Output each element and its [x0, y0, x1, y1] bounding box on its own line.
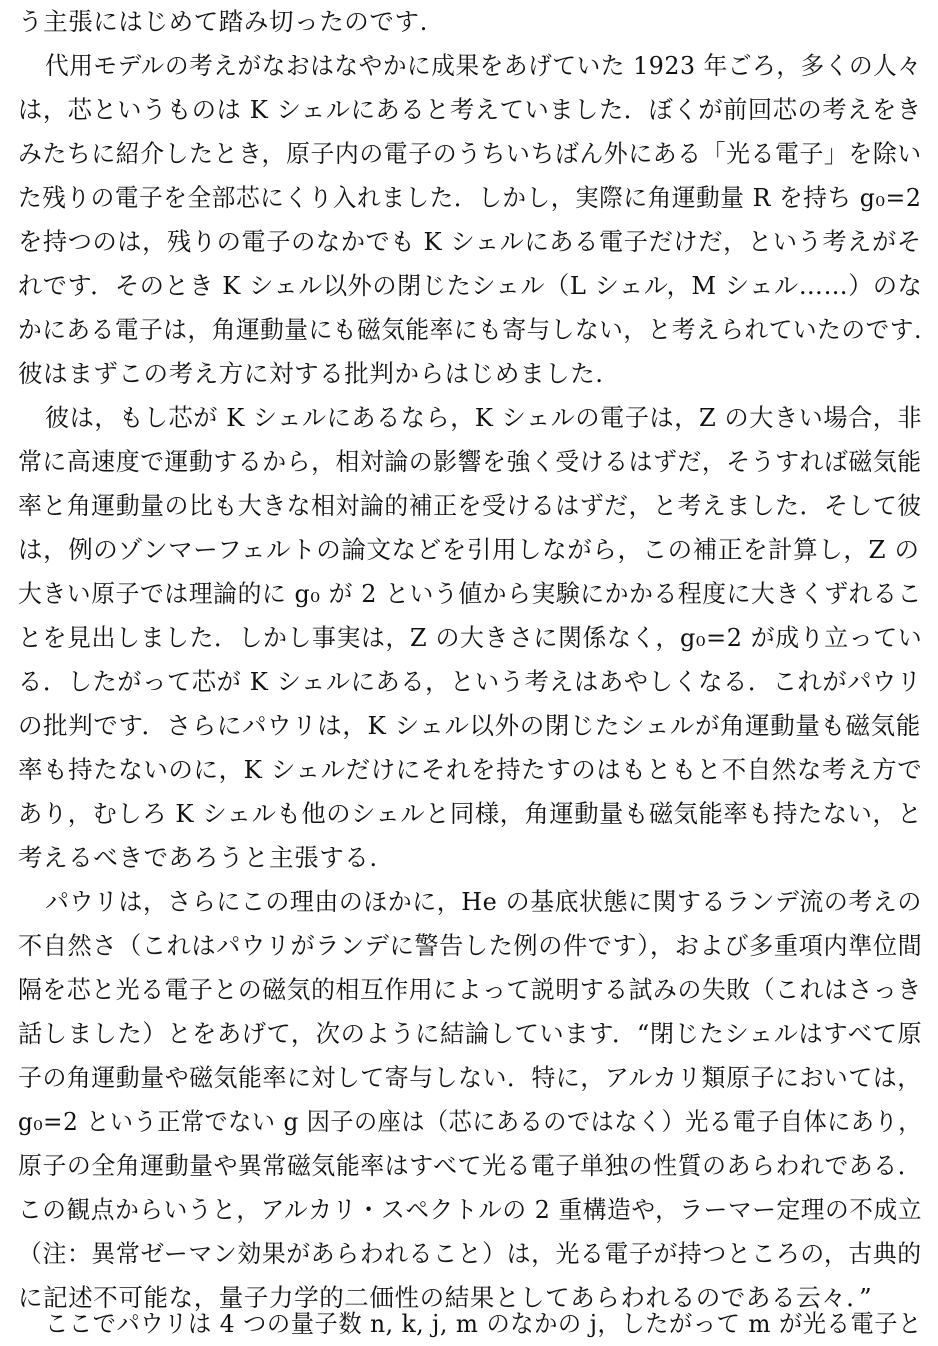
text-line: （注：異常ゼーマン効果があらわれること）は，光る電子が持つところの，古典的: [18, 1239, 922, 1268]
text-line: は，芯というものは K シェルにあると考えていました．ぼくが前回芯の考えをき: [18, 95, 922, 124]
text-line: は，例のゾンマーフェルトの論文などを引用しながら，この補正を計算し，Z の: [18, 535, 920, 564]
text-line: る．したがって芯が K シェルにある，という考えはあやしくなる．これがパウリ: [18, 667, 922, 696]
text-line: の批判です．さらにパウリは，K シェル以外の閉じたシェルが角運動量も磁気能: [18, 711, 921, 740]
text-line: かにある電子は，角運動量にも磁気能率にも寄与しない，と考えられていたのです.: [18, 315, 922, 344]
text-line: に記述不可能な，量子力学的二価性の結果としてあらわれるのである云々．”: [18, 1283, 873, 1312]
text-line: を持つのは，残りの電子のなかでも K シェルにある電子だけだ，という考えがそ: [18, 227, 922, 256]
text-line: れです．そのとき K シェル以外の閉じたシェル（L シェル，M シェル……）のな: [18, 271, 922, 300]
text-line: 不自然さ（これはパウリがランデに警告した例の件です），および多重項内準位間: [18, 931, 922, 960]
text-line: 率も持たないのに，K シェルだけにそれを持たすのはもともと不自然な考え方で: [18, 755, 922, 784]
document-page: [18, 0, 922, 1346]
text-line: あり，むしろ K シェルも他のシェルと同様，角運動量も磁気能率も持たない，と: [18, 799, 922, 828]
paragraph-first-line: パウリは，さらにこの理由のほかに，He の基底状態に関するランデ流の考えの: [45, 887, 922, 916]
text-line: g₀=2 という正常でない g 因子の座は（芯にあるのではなく）光る電子自体にあり，: [18, 1107, 922, 1136]
text-line: この観点からいうと，アルカリ・スペクトルの 2 重構造や，ラーマー定理の不成立: [18, 1195, 922, 1224]
text-line: 大きい原子では理論的に g₀ が 2 という値から実験にかかる程度に大きくずれるこ: [18, 579, 922, 608]
text-line: 隔を芯と光る電子との磁気的相互作用によって説明する試みの失敗（これはさっき: [18, 975, 922, 1004]
paragraph-first-line: 彼は，もし芯が K シェルにあるなら，K シェルの電子は，Z の大きい場合，非: [45, 403, 922, 432]
text-line: 話しました）とをあげて，次のように結論しています．“閉じたシェルはすべて原: [18, 1019, 922, 1048]
text-line: 考えるべきであろうと主張する.: [18, 843, 378, 872]
text-line: た残りの電子を全部芯にくり入れました．しかし，実際に角運動量 R を持ち g₀=2: [18, 183, 922, 212]
text-line: 常に高速度で運動するから，相対論の影響を強く受けるはずだ，そうすれば磁気能: [18, 447, 922, 476]
paragraph-first-line: 代用モデルの考えがなおはなやかに成果をあげていた 1923 年ごろ，多くの人々: [45, 51, 922, 80]
text-line: 率と角運動量の比も大きな相対論的補正を受けるはずだ，と考えました．そして彼: [18, 491, 922, 520]
text-line: みたちに紹介したとき，原子内の電子のうちいちばん外にある「光る電子」を除い: [18, 139, 922, 168]
text-line: 原子の全角運動量や異常磁気能率はすべて光る電子単独の性質のあらわれである．: [18, 1151, 922, 1180]
text-line: 彼はまずこの考え方に対する批判からはじめました.: [18, 359, 604, 388]
text-line: 子の角運動量や磁気能率に対して寄与しない．特に，アルカリ類原子においては，: [18, 1063, 922, 1092]
text-line: う主張にはじめて踏み切ったのです.: [18, 7, 428, 36]
paragraph-first-line: ここでパウリは 4 つの量子数 n, k, j, m のなかの j，したがって m が光る電子と: [45, 1309, 922, 1338]
text-line: とを見出しました．しかし事実は，Z の大きさに関係なく，g₀=2 が成り立ってい: [18, 623, 922, 652]
